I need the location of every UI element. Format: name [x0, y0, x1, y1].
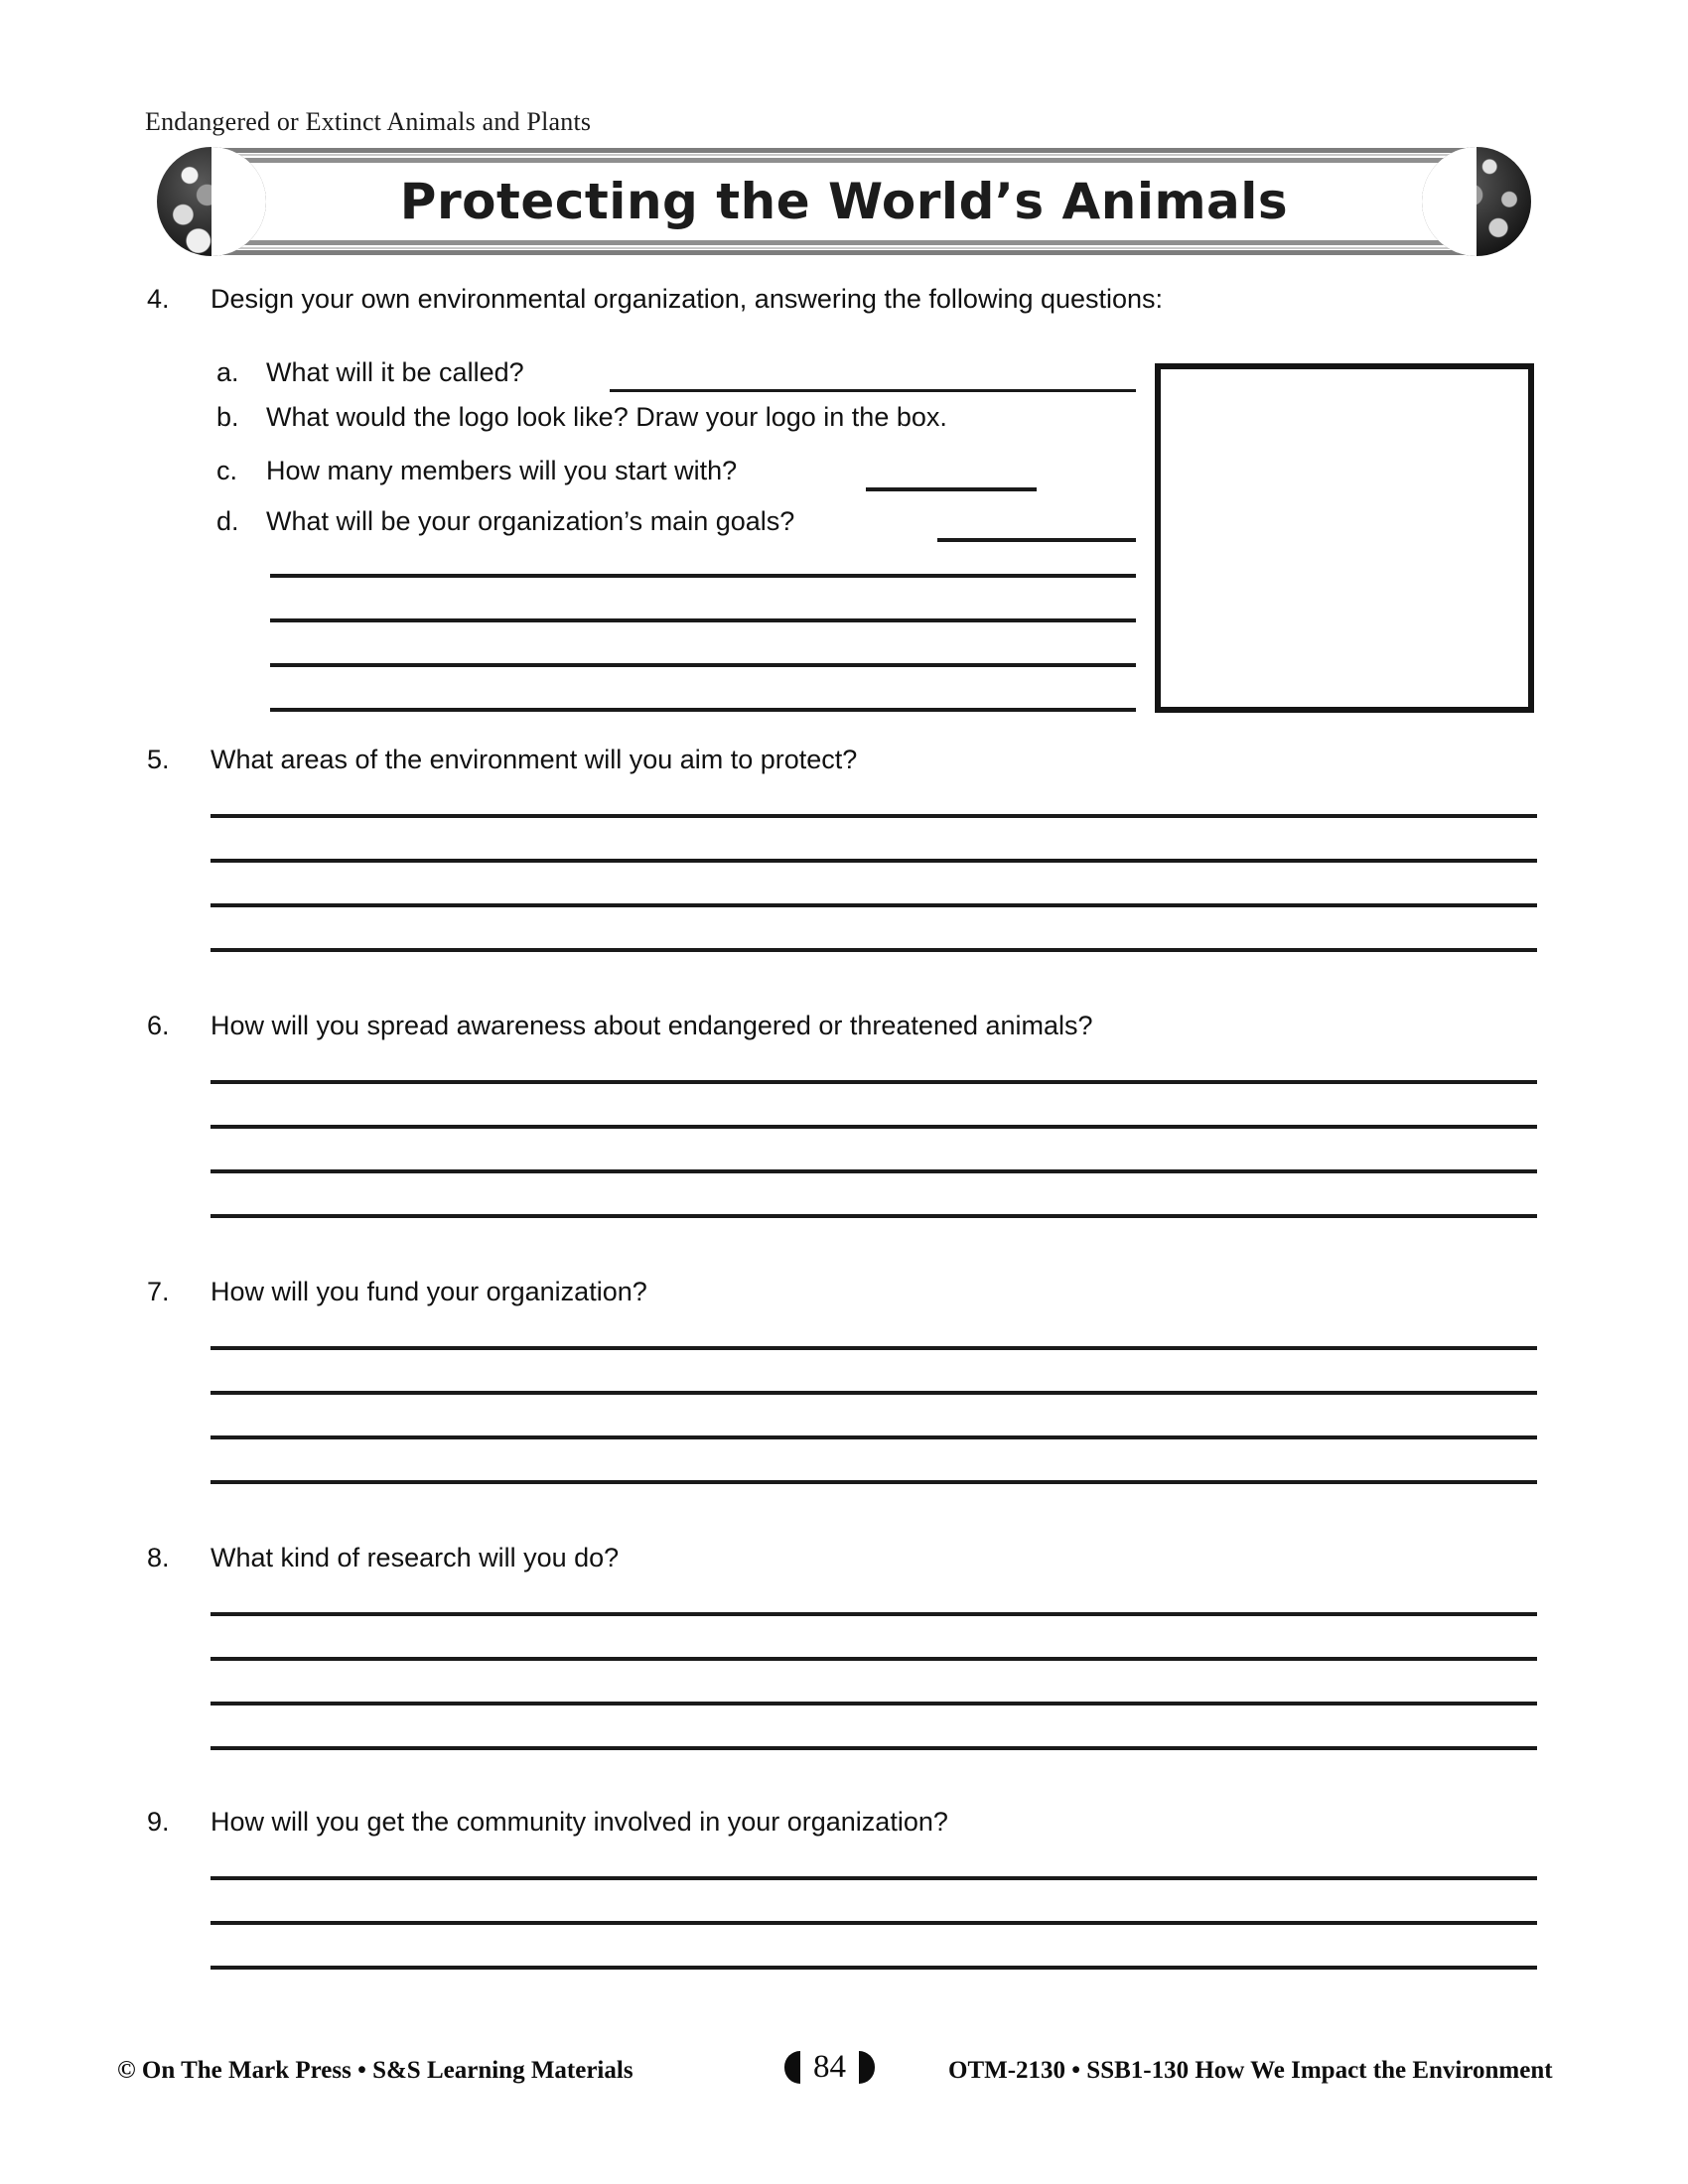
answer-line[interactable] [211, 1657, 1537, 1661]
subitem-text-4c: How many members will you start with? [266, 456, 738, 485]
logo-drawing-box[interactable] [1155, 363, 1534, 713]
answer-line[interactable] [211, 1346, 1537, 1350]
subitem-letter-4c: c. [216, 456, 238, 485]
answer-line[interactable] [211, 1480, 1537, 1484]
question-text-7: How will you fund your organization? [211, 1277, 647, 1306]
page-marker-right-icon [859, 2051, 875, 2084]
page-number: 84 [813, 2049, 846, 2085]
answer-line[interactable] [270, 663, 1136, 667]
question-number-9: 9. [147, 1807, 170, 1837]
question-number-8: 8. [147, 1543, 170, 1572]
answer-line[interactable] [211, 1169, 1537, 1173]
question-text-8: What kind of research will you do? [211, 1543, 620, 1572]
answer-line[interactable] [211, 1921, 1537, 1925]
answer-blank-4a[interactable] [610, 389, 1136, 392]
subitem-letter-4d: d. [216, 506, 239, 536]
answer-line[interactable] [270, 574, 1136, 578]
answer-line[interactable] [211, 1214, 1537, 1218]
page-title: Protecting the World’s Animals [399, 173, 1289, 230]
banner-bar-top-outer [220, 148, 1468, 153]
answer-line[interactable] [211, 948, 1537, 952]
running-head: Endangered or Extinct Animals and Plants [145, 107, 592, 136]
question-number-7: 7. [147, 1277, 170, 1306]
footer-product-code: OTM-2130 • SSB1-130 How We Impact the Environment [948, 2057, 1553, 2084]
page-number-group [784, 2051, 875, 2084]
subitem-text-4d: What will be your organization’s main goals? [266, 506, 795, 536]
question-number-4: 4. [147, 284, 170, 314]
banner-edge-top [220, 154, 1468, 156]
banner-bar-bottom-inner [220, 240, 1468, 245]
banner-edge-bottom [220, 247, 1468, 249]
question-text-4: Design your own environmental organization, answering the following questions: [211, 284, 1164, 314]
page-marker-left-icon [784, 2051, 800, 2084]
answer-line[interactable] [211, 1612, 1537, 1616]
question-text-9: How will you get the community involved in your organization? [211, 1807, 948, 1837]
answer-line[interactable] [211, 1702, 1537, 1706]
answer-line[interactable] [270, 708, 1136, 712]
question-number-6: 6. [147, 1011, 170, 1040]
footer-copyright: © On The Mark Press • S&S Learning Materials [117, 2057, 633, 2084]
question-number-5: 5. [147, 745, 170, 774]
question-text-5: What areas of the environment will you aim to protect? [211, 745, 858, 774]
answer-blank-4d[interactable] [937, 538, 1136, 542]
answer-line[interactable] [270, 618, 1136, 622]
banner-bar-top-inner [220, 158, 1468, 163]
answer-line[interactable] [211, 903, 1537, 907]
answer-line[interactable] [211, 1876, 1537, 1880]
subitem-text-4a: What will it be called? [266, 357, 524, 387]
answer-line[interactable] [211, 1125, 1537, 1129]
question-text-6: How will you spread awareness about endangered or threatened animals? [211, 1011, 1093, 1040]
title-banner [149, 147, 1539, 256]
subitem-letter-4b: b. [216, 402, 239, 432]
subitem-text-4b: What would the logo look like? Draw your logo in the box. [266, 402, 947, 432]
answer-line[interactable] [211, 1080, 1537, 1084]
answer-line[interactable] [211, 1435, 1537, 1439]
answer-line[interactable] [211, 1746, 1537, 1750]
banner-bar-bottom-outer [220, 250, 1468, 255]
answer-line[interactable] [211, 859, 1537, 863]
answer-line[interactable] [211, 814, 1537, 818]
answer-line[interactable] [211, 1391, 1537, 1395]
answer-line[interactable] [211, 1966, 1537, 1970]
subitem-letter-4a: a. [216, 357, 239, 387]
answer-blank-4c[interactable] [866, 487, 1037, 491]
